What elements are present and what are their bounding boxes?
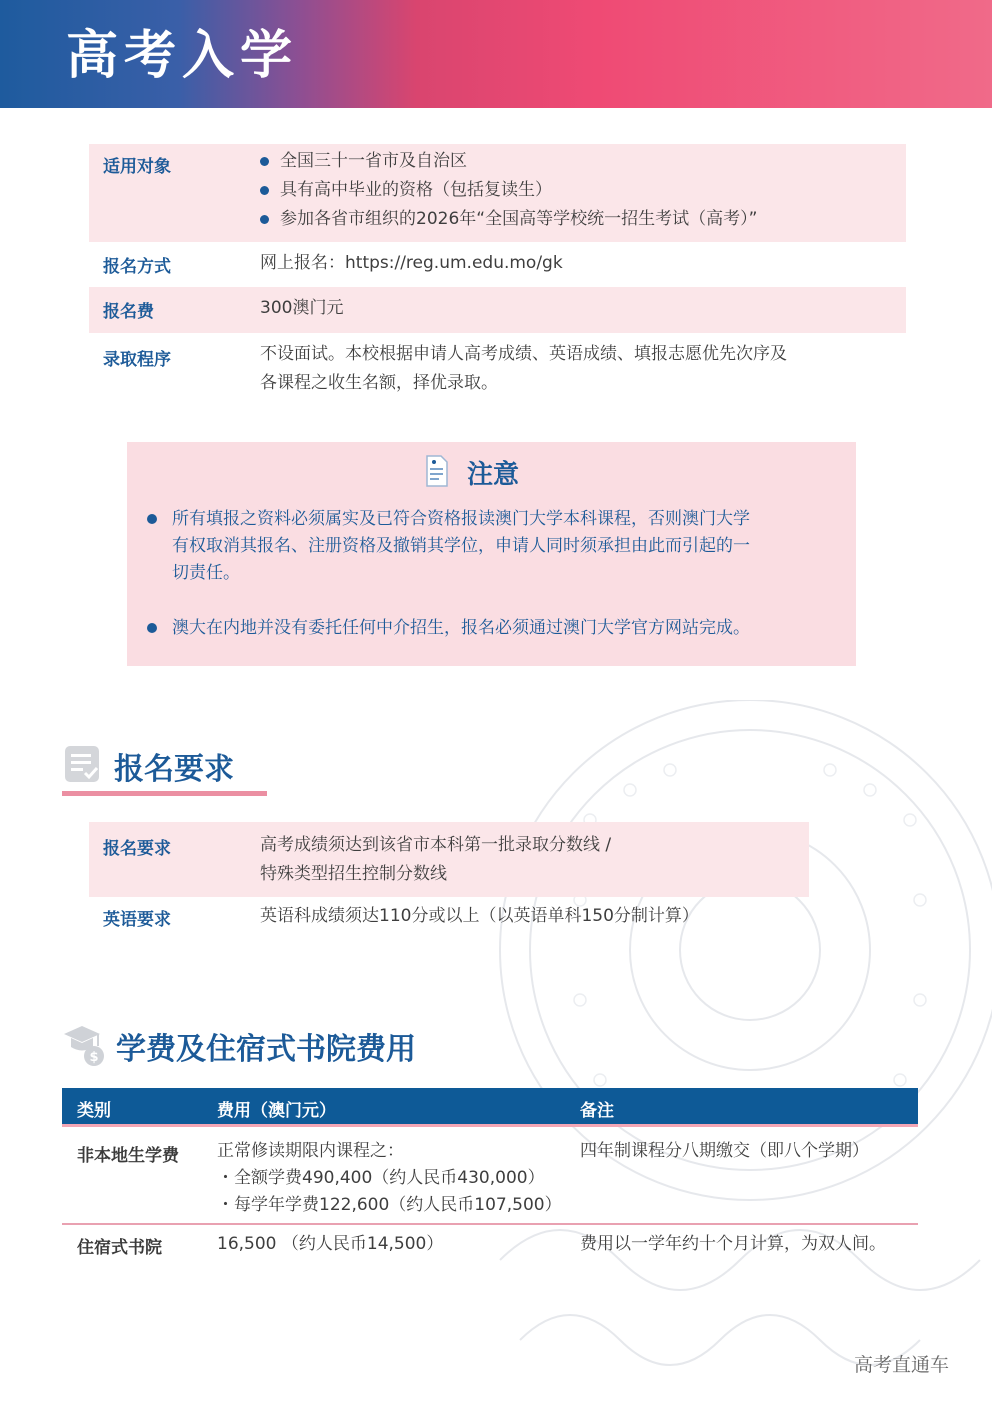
text-line: 有权取消其报名、注册资格及撤销其学位，申请人同时须承担由此而引起的一 [172, 536, 750, 556]
table-row [89, 822, 809, 897]
column-header: 类别 [77, 1101, 111, 1121]
list-item: 参加各省市组织的2026年“全国高等学校统一招生考试（高考）” [260, 205, 757, 234]
table-row [89, 287, 906, 333]
notice-item [172, 506, 842, 587]
text-line: 正常修读期限内课程之： [217, 1141, 404, 1161]
text-line: 英语科成绩须达110分或以上（以英语单科150分制计算） [260, 906, 699, 926]
row-label: 英语要求 [103, 910, 171, 930]
list-item: 具有高中毕业的资格（包括复读生） [260, 176, 757, 205]
table-row [89, 897, 809, 937]
fee-amount [217, 1138, 562, 1219]
row-label: 报名方式 [103, 257, 171, 277]
bullet-icon [147, 623, 157, 633]
fee-category: 住宿式书院 [77, 1238, 162, 1258]
text-line: 特殊类型招生控制分数线 [260, 864, 447, 884]
registration-url: 网上报名：https://reg.um.edu.mo/gk [260, 253, 563, 273]
footer-text: 高考直通车 [854, 1354, 950, 1376]
row-label: 报名费 [103, 302, 154, 322]
row-label: 报名要求 [103, 839, 171, 859]
page-title: 高考入学 [66, 26, 299, 86]
text-line: ・每学年学费122,600（约人民币107,500） [217, 1195, 562, 1215]
requirement-value [260, 902, 699, 931]
table-row [89, 333, 906, 403]
fee-note: 费用以一学年约十个月计算，为双人间。 [580, 1234, 886, 1254]
notice-item [172, 615, 842, 642]
clipboard-check-icon [64, 743, 100, 783]
column-header: 费用（澳门元） [217, 1101, 336, 1121]
list-item: 全国三十一省市及自治区 [260, 147, 757, 176]
row-label: 适用对象 [103, 157, 171, 177]
fee-amount [217, 1231, 443, 1258]
section-title-fees: 学费及住宿式书院费用 [116, 1032, 416, 1067]
text-line: 不设面试。本校根据申请人高考成绩、英语成绩、填报志愿优先次序及 [260, 344, 787, 364]
text-line: 切责任。 [172, 563, 240, 583]
header-divider [62, 1124, 918, 1127]
decorative-seal-watermark [480, 700, 992, 1403]
requirement-value [260, 831, 611, 889]
admission-procedure [260, 340, 787, 398]
text-line: ・全额学费490,400（约人民币430,000） [217, 1168, 545, 1188]
fee-category: 非本地生学费 [77, 1146, 179, 1166]
fee-note: 四年制课程分八期缴交（即八个学期） [580, 1141, 869, 1161]
text-line: 16,500 （约人民币14,500） [217, 1234, 444, 1254]
eligibility-list [260, 147, 757, 234]
text-line: 高考成绩须达到该省市本科第一批录取分数线 / [260, 835, 612, 855]
document-icon [425, 455, 449, 487]
table-row [89, 242, 906, 287]
svg-text:$: $ [89, 1050, 99, 1065]
fee-value: 300澳门元 [260, 298, 344, 318]
bullet-icon [147, 514, 157, 524]
text-line: 澳大在内地并没有委托任何中介招生，报名必须通过澳门大学官方网站完成。 [172, 618, 750, 638]
row-label: 录取程序 [103, 350, 171, 370]
section-title-requirements: 报名要求 [114, 752, 234, 787]
row-divider [62, 1223, 918, 1225]
graduation-cap-money-icon [62, 1022, 106, 1068]
fee-table-header [62, 1088, 918, 1124]
column-header: 备注 [580, 1101, 614, 1121]
text-line: 所有填报之资料必须属实及已符合资格报读澳门大学本科课程，否则澳门大学 [172, 509, 750, 529]
table-row [89, 144, 906, 242]
section-underline [62, 791, 267, 796]
text-line: 各课程之收生名额，择优录取。 [260, 373, 498, 393]
notice-title: 注意 [467, 460, 520, 490]
